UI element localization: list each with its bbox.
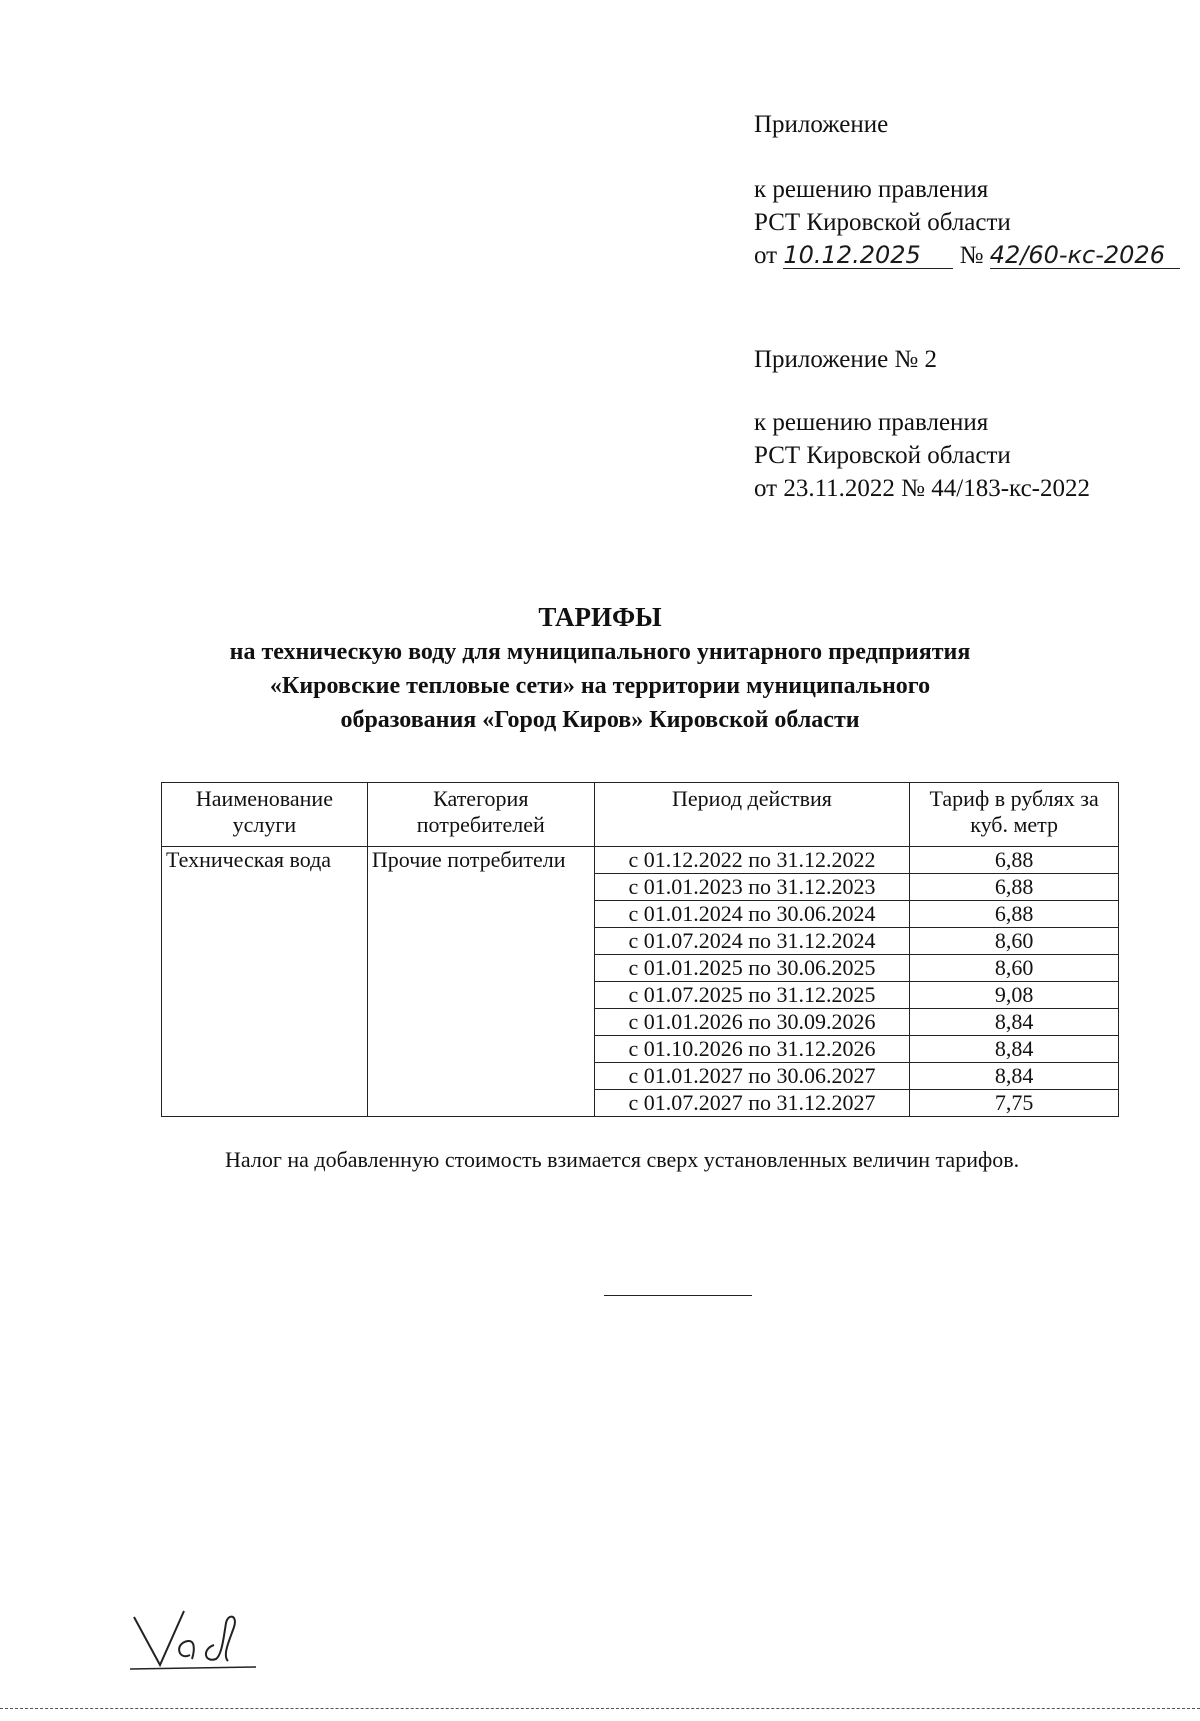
- cell-period: с 01.10.2026 по 31.12.2026: [594, 1036, 910, 1063]
- cell-tariff: 6,88: [910, 874, 1119, 901]
- cell-tariff: 8,60: [910, 955, 1119, 982]
- appendix2-title: Приложение № 2: [754, 346, 938, 373]
- cell-tariff: 6,88: [910, 847, 1119, 874]
- cell-tariff: 8,84: [910, 1036, 1119, 1063]
- doc-subtitle-line-2: «Кировские тепловые сети» на территории муниципального: [269, 673, 931, 699]
- cell-tariff: 8,60: [910, 928, 1119, 955]
- cell-period: с 01.01.2026 по 30.09.2026: [594, 1009, 910, 1036]
- header-tariff: Тариф в рублях за куб. метр: [910, 783, 1119, 847]
- cell-period: с 01.01.2027 по 30.06.2027: [594, 1063, 910, 1090]
- vat-note: Налог на добавленную стоимость взимается сверх установленных величин тарифов.: [225, 1147, 1020, 1172]
- appendix-number-handwritten: 42/60-кс-2026: [990, 242, 1180, 269]
- doc-subtitle-line-3: образования «Город Киров» Кировской области: [340, 707, 860, 733]
- cell-period: с 01.01.2023 по 31.12.2023: [594, 874, 910, 901]
- cell-tariff: 6,88: [910, 901, 1119, 928]
- cell-tariff: 8,84: [910, 1063, 1119, 1090]
- appendix-title: Приложение: [754, 111, 889, 138]
- appendix-number-sign: №: [959, 242, 984, 269]
- handwritten-signature: [130, 1605, 260, 1675]
- appendix2-line-2: РСТ Кировской области: [754, 442, 1011, 469]
- cell-tariff: 7,75: [910, 1090, 1119, 1117]
- page-bottom-line: [0, 1708, 1200, 1709]
- appendix2-line-3: от 23.11.2022 № 44/183-кс-2022: [754, 475, 1090, 502]
- cell-period: с 01.01.2024 по 30.06.2024: [594, 901, 910, 928]
- header-service: Наименование услуги: [162, 783, 368, 847]
- appendix-line-1: к решению правления: [754, 176, 989, 203]
- cell-tariff: 8,84: [910, 1009, 1119, 1036]
- cell-service: Техническая вода: [162, 847, 368, 1117]
- cell-period: с 01.01.2025 по 30.06.2025: [594, 955, 910, 982]
- cell-period: с 01.12.2022 по 31.12.2022: [594, 847, 910, 874]
- cell-period: с 01.07.2025 по 31.12.2025: [594, 982, 910, 1009]
- doc-title: ТАРИФЫ: [538, 602, 662, 632]
- cell-period: с 01.07.2027 по 31.12.2027: [594, 1090, 910, 1117]
- header-category: Категория потребителей: [367, 783, 594, 847]
- appendix-date-prefix: от: [754, 242, 778, 269]
- end-divider: [604, 1295, 752, 1296]
- appendix2-line-1: к решению правления: [754, 409, 989, 436]
- cell-tariff: 9,08: [910, 982, 1119, 1009]
- doc-subtitle-line-1: на техническую воду для муниципального унитарного предприятия: [229, 639, 971, 665]
- appendix-date-handwritten: 10.12.2025: [783, 242, 953, 269]
- appendix-line-2: РСТ Кировской области: [754, 209, 1011, 236]
- appendix-date-line: [754, 239, 1180, 272]
- cell-period: с 01.07.2024 по 31.12.2024: [594, 928, 910, 955]
- cell-category: Прочие потребители: [367, 847, 594, 1117]
- table-row: [162, 847, 1119, 874]
- tariffs-table: [161, 782, 1119, 1117]
- table-header-row: [162, 783, 1119, 847]
- header-period: Период действия: [594, 783, 910, 847]
